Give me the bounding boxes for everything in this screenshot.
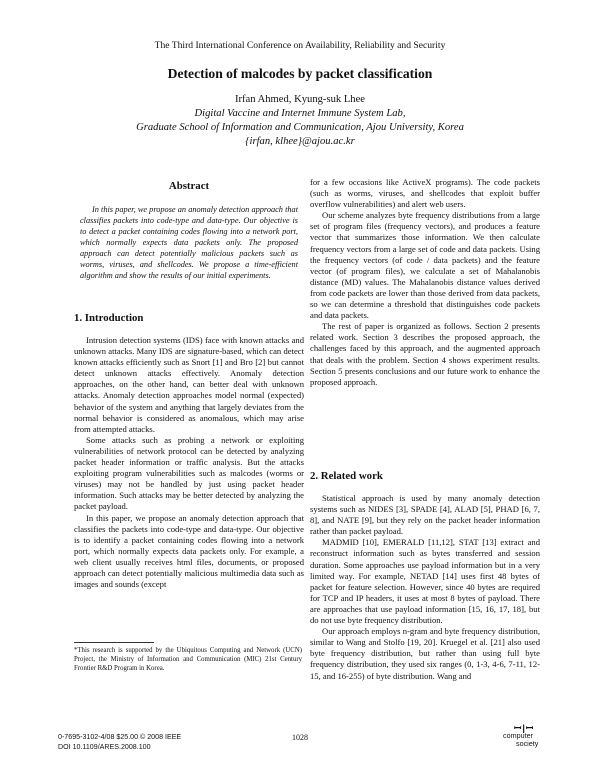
author-email: {irfan, klhee}@ajou.ac.kr bbox=[245, 136, 355, 147]
footer-doi: DOI 10.1109/ARES.2008.100 bbox=[58, 742, 151, 751]
logo-text-computer: computer bbox=[503, 731, 533, 740]
right-paragraph-1: for a few occasions like ActiveX programs). The code packets (such as worms, viruses, and shellcodes that exploit buffer overflow vulnerabilities) and alert web users. bbox=[310, 177, 540, 210]
related-paragraph-3: Our approach employs n-gram and byte frequency distribution, similar to Wang and Stolfo [19, 20]. Kruegel et al. [21] also used byte frequency distribution, but rather than using full byte frequency distribution, they used six ranges (0, 1-3, 4-6, 7-11, 12-15, and 16-255) of byte distribution. Wang and bbox=[310, 626, 540, 681]
affiliation-lab: Digital Vaccine and Internet Immune System Lab, bbox=[194, 108, 406, 119]
author-block bbox=[0, 93, 600, 149]
intro-paragraph-3: In this paper, we propose an anomaly detection approach that classifies the packets into code-type and data-type. Our objective is to identify a packet containing codes flowing into a network port, which normally expects data packets only. For example, a web client usually receives html files, documents, or proposed approach can detect potentially malicious multimedia data such as images and sounds (except bbox=[74, 512, 304, 590]
footer-isbn: 0-7695-3102-4/08 $25.00 © 2008 IEEE bbox=[58, 733, 182, 741]
logo-text-society: society bbox=[516, 739, 539, 748]
author-names: Irfan Ahmed, Kyung-suk Lhee bbox=[234, 94, 366, 105]
right-paragraph-2: Our scheme analyzes byte frequency distributions from a large set of program files (frequency vectors), and produces a feature vector that summarizes those information. We then calculate frequency vectors from a large set of code and data packets. Using the frequency vectors (of code / data packets) and the feature vector (of program files), we calculate a set of Mahalanobis distance (MD) values. The Mahalanobis distance values derived from code packets are lower than those derived from data packets, so we can determine a threshold that distinguishes code packets and data packets. bbox=[310, 210, 540, 321]
footnote-divider bbox=[74, 642, 154, 643]
conference-header: The Third International Conference on Availability, Reliability and Security bbox=[154, 40, 446, 51]
intro-paragraph-2: Some attacks such as probing a network or exploiting vulnerabilities of network protocol can be detected by analyzing packet header information or traffic analysis. But the attacks exploiting program vulnerabilities such as malcodes (worms or viruses) may not be handled by just using packet header information. Such attacks may be better detected by analyzing the packet payload. bbox=[74, 434, 304, 512]
right-column-bottom bbox=[310, 493, 540, 682]
abstract-heading: Abstract bbox=[168, 180, 210, 192]
related-paragraph-1: Statistical approach is used by many anomaly detection systems such as NIDES [3], SPADE [4], ALAD [5], PHAD [6, 7, 8], and NATE [9], but they rely on the packet header information rather than packet payload. bbox=[310, 493, 540, 537]
intro-paragraph-1: Intrusion detection systems (IDS) face with known attacks and unknown attacks. Many IDS are signature-based, which can detect known attacks efficiently such as Snort [1] and Bro [2] but cannot detect unknown attacks effectively. Anomaly detection approaches, on the other hand, can better deal with unknown attacks. Anomaly detection approaches model normal (expected) behavior of the system and anything that largely deviates from the normal behavior is considered as anomalous, which may arise from attempted attacks. bbox=[74, 335, 304, 434]
left-column bbox=[74, 335, 304, 590]
intro-heading: 1. Introduction bbox=[74, 312, 144, 324]
logo-symbol: ꟷ|ꟷ bbox=[514, 723, 535, 733]
right-paragraph-3: The rest of paper is organized as follows. Section 2 presents related work. Section 3 describes the proposed approach, the challenges faced by this approach, and the augmented approach that deals with the problem. Section 4 shows experiment results. Section 5 presents conclusions and our future work to enhance the proposed approach. bbox=[310, 321, 540, 387]
footnote: *This research is supported by the Ubiquitous Computing and Network (UCN) Project, the Ministry of Information and Communication (MIC) 21st Century Frontier R&D Program in Korea. bbox=[74, 647, 302, 672]
related-paragraph-2: MADMID [10], EMERALD [11,12], STAT [13] extract and reconstruct information such as bytes transferred and session duration. Some approaches use payload information but in a very limited way. For example, NETAD [14] uses first 48 bytes of packet for feature selection. However, since 40 bytes are required for TCP and IP headers, it uses at most 8 bytes of payload. There are approaches that use payload information [15, 16, 17, 18], but do not use byte frequency distribution. bbox=[310, 537, 540, 626]
related-work-heading: 2. Related work bbox=[310, 470, 383, 482]
page-number: 1028 bbox=[292, 733, 308, 742]
paper-title: Detection of malcodes by packet classification bbox=[167, 66, 433, 81]
abstract-text: In this paper, we propose an anomaly detection approach that classifies packets into code-type and data-type. Our objective is to detect a packet containing codes flowing into a network port, which normally expects data packets only. The proposed approach can detect potentially malicious packets such as worms, viruses, and shellcodes. We propose a time-efficient algorithm and show the results of our initial experiments. bbox=[80, 205, 298, 280]
right-column-top bbox=[310, 177, 540, 388]
affiliation-school: Graduate School of Information and Communication, Ajou University, Korea bbox=[136, 122, 464, 133]
computer-society-logo bbox=[500, 723, 550, 749]
